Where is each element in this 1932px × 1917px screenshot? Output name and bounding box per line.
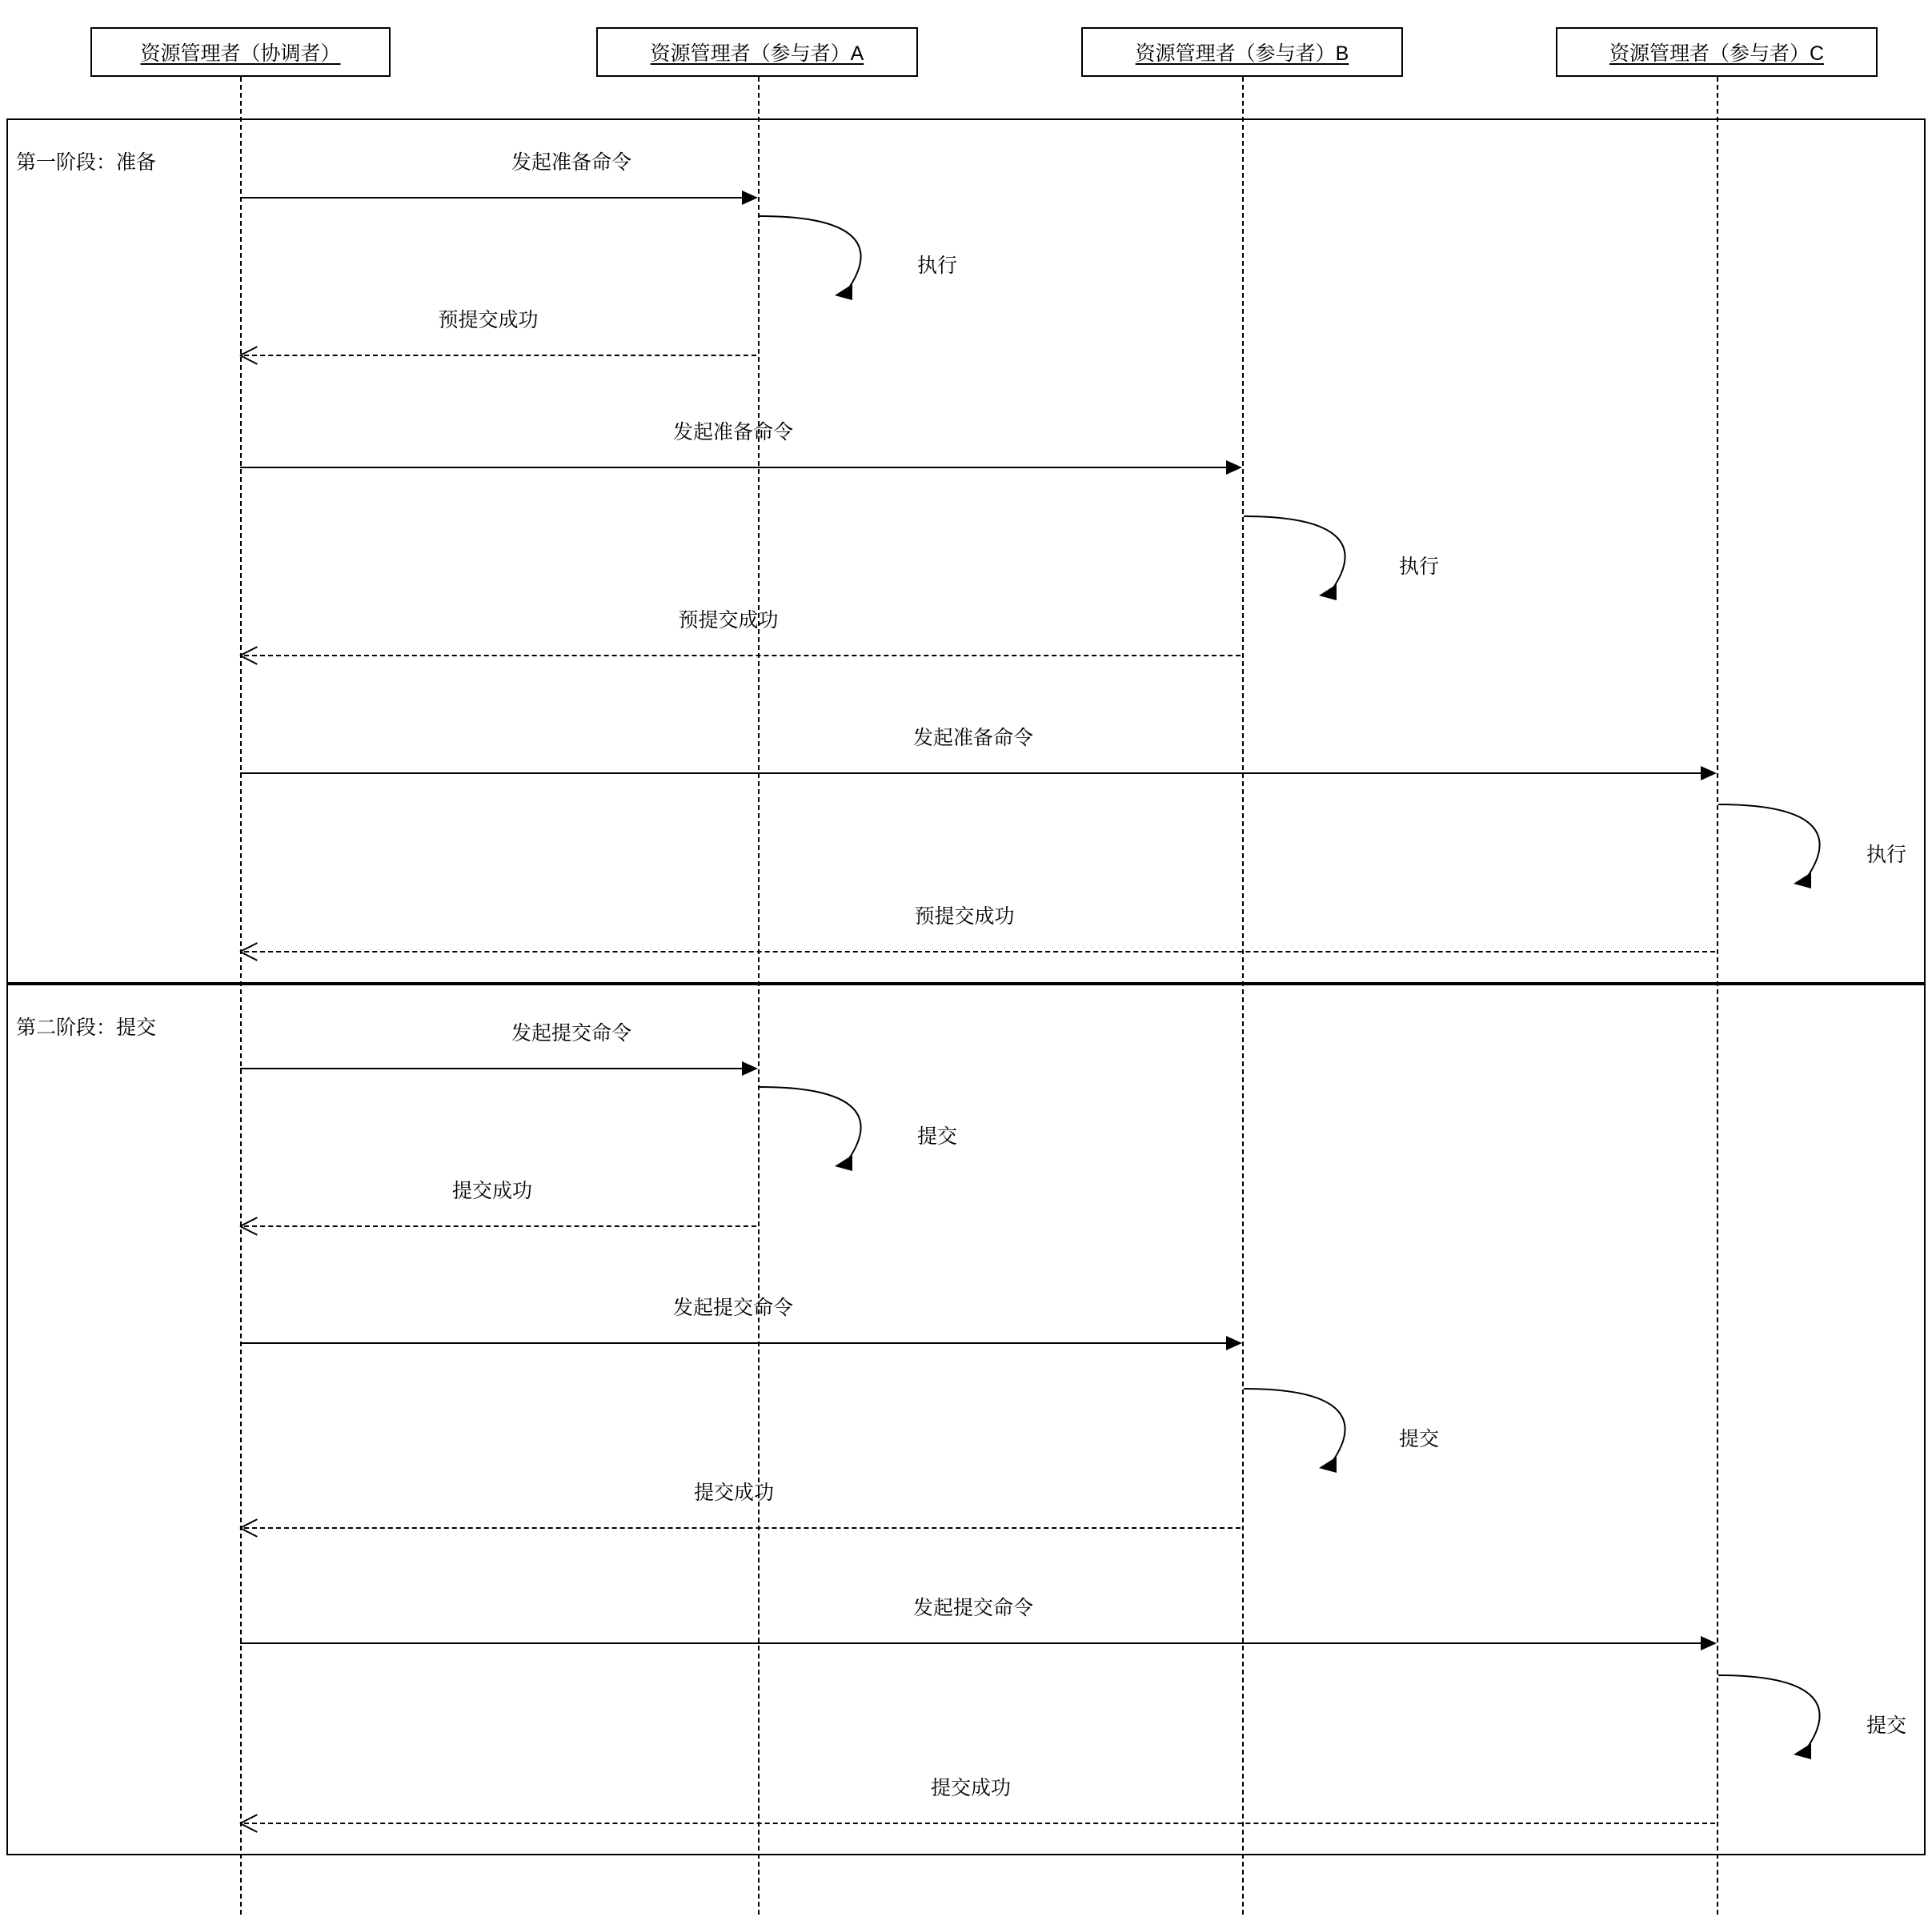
lifeline-label-participant-b: 资源管理者（参与者）B xyxy=(1135,42,1349,65)
self-message-loop-s6 xyxy=(1717,1671,1861,1767)
self-message-label-s1: 执行 xyxy=(917,255,958,277)
message-label-m3: 发起准备命令 xyxy=(672,421,793,443)
self-message-label-s6: 提交 xyxy=(1866,1714,1907,1737)
message-line-m6 xyxy=(244,951,1715,952)
message-arrowhead-m2 xyxy=(240,346,258,363)
message-label-m2: 预提交成功 xyxy=(438,309,539,331)
message-label-m8: 提交成功 xyxy=(451,1180,532,1202)
self-message-loop-s5 xyxy=(1242,1385,1386,1481)
message-line-m7 xyxy=(240,1068,744,1069)
phase-box-commit xyxy=(6,984,1926,1855)
message-label-m4: 预提交成功 xyxy=(678,609,779,632)
message-label-m11: 发起提交命令 xyxy=(912,1597,1033,1619)
message-arrowhead-m4 xyxy=(240,646,258,664)
lifeline-label-participant-c: 资源管理者（参与者）C xyxy=(1609,42,1825,65)
message-label-m5: 发起准备命令 xyxy=(912,727,1033,749)
message-line-m9 xyxy=(240,1342,1228,1344)
message-label-m7: 发起提交命令 xyxy=(511,1022,631,1045)
self-message-loop-s1 xyxy=(758,212,902,308)
message-line-m11 xyxy=(240,1642,1702,1644)
message-arrowhead-m8 xyxy=(240,1217,258,1234)
lifeline-label-coordinator: 资源管理者（协调者） xyxy=(140,42,341,65)
self-message-label-s3: 执行 xyxy=(1866,844,1907,866)
message-label-m9: 发起提交命令 xyxy=(672,1297,793,1319)
message-arrowhead-m3 xyxy=(1226,460,1242,475)
message-arrowhead-m5 xyxy=(1701,766,1717,780)
phase-label-commit: 第二阶段：提交 xyxy=(16,1017,157,1039)
message-arrowhead-m7 xyxy=(742,1061,758,1076)
message-line-m3 xyxy=(240,467,1228,468)
message-line-m12 xyxy=(244,1823,1715,1824)
message-arrowhead-m9 xyxy=(1226,1336,1242,1350)
self-message-label-s2: 执行 xyxy=(1399,555,1440,578)
phase-box-prepare xyxy=(6,118,1926,984)
message-line-m1 xyxy=(240,197,744,199)
lifeline-label-participant-a: 资源管理者（参与者）A xyxy=(650,42,864,65)
message-label-m1: 发起准备命令 xyxy=(511,151,631,174)
message-arrowhead-m12 xyxy=(240,1814,258,1831)
self-message-label-s5: 提交 xyxy=(1399,1428,1440,1450)
lifeline-head-participant-a xyxy=(596,27,918,77)
message-line-m5 xyxy=(240,772,1702,774)
message-line-m8 xyxy=(244,1225,756,1227)
message-arrowhead-m10 xyxy=(240,1518,258,1536)
message-label-m6: 预提交成功 xyxy=(914,905,1015,928)
message-label-m10: 提交成功 xyxy=(693,1482,774,1504)
message-line-m4 xyxy=(244,655,1241,656)
message-line-m2 xyxy=(244,355,756,356)
lifeline-head-participant-c xyxy=(1556,27,1878,77)
self-message-loop-s3 xyxy=(1717,800,1861,896)
lifeline-head-coordinator xyxy=(90,27,391,77)
message-arrowhead-m6 xyxy=(240,942,258,960)
message-label-m12: 提交成功 xyxy=(930,1777,1011,1799)
self-message-loop-s2 xyxy=(1242,512,1386,608)
message-arrowhead-m1 xyxy=(742,190,758,205)
phase-label-prepare: 第一阶段：准备 xyxy=(16,151,157,174)
lifeline-head-participant-b xyxy=(1081,27,1403,77)
message-line-m10 xyxy=(244,1527,1241,1529)
message-arrowhead-m11 xyxy=(1701,1636,1717,1650)
self-message-label-s4: 提交 xyxy=(917,1125,958,1148)
self-message-loop-s4 xyxy=(758,1083,902,1179)
